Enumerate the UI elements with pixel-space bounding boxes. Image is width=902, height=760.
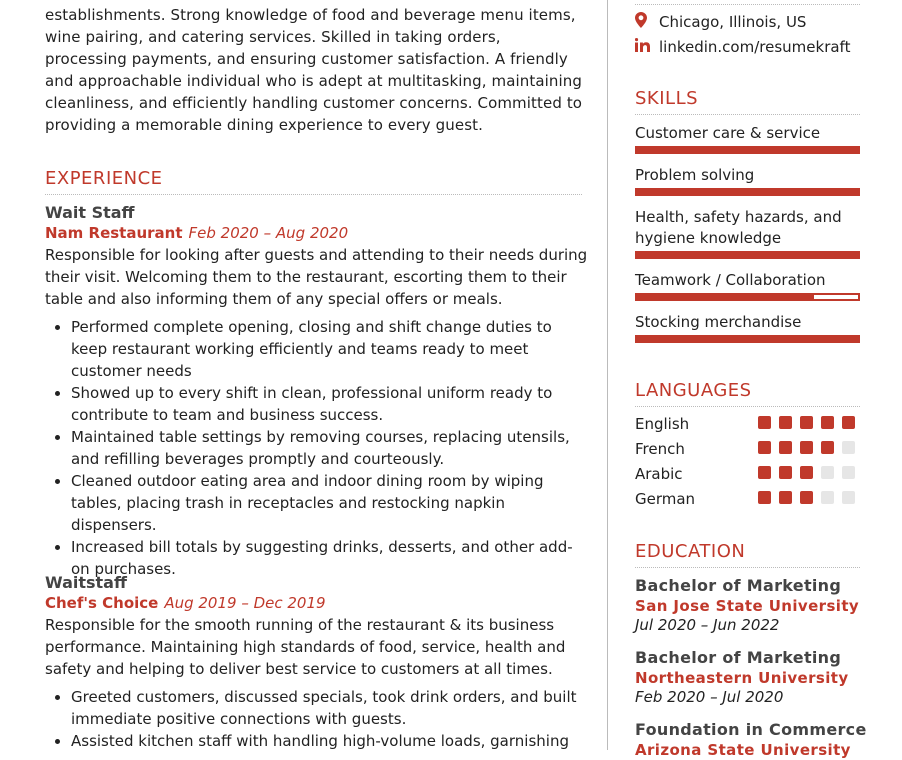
skill-label: Customer care & service bbox=[635, 124, 821, 142]
rating-dot bbox=[779, 491, 792, 504]
job-bullets bbox=[45, 316, 590, 580]
skill-bar bbox=[635, 146, 860, 154]
rating-dot bbox=[800, 491, 813, 504]
rating-dot bbox=[779, 466, 792, 479]
experience-heading: EXPERIENCE bbox=[45, 168, 163, 189]
job-entry bbox=[45, 573, 590, 752]
contact-linkedin[interactable] bbox=[635, 38, 850, 56]
rating-dot bbox=[821, 441, 834, 454]
rating-dot bbox=[842, 441, 855, 454]
education-entry bbox=[635, 648, 875, 707]
skill-bar bbox=[635, 335, 860, 343]
rating-dot bbox=[800, 466, 813, 479]
education-school: San Jose State University bbox=[635, 597, 860, 615]
job-bullet: • Increased bill totals by suggesting drinks, desserts, and other add-on purchases. bbox=[71, 536, 590, 580]
languages-heading: LANGUAGES bbox=[635, 380, 752, 401]
language-rating bbox=[758, 491, 855, 504]
language-rating bbox=[758, 441, 855, 454]
education-entry bbox=[635, 720, 875, 760]
languages-divider bbox=[635, 406, 860, 407]
map-marker-icon bbox=[635, 12, 659, 32]
skill-bar-fill bbox=[637, 295, 814, 299]
rating-dot bbox=[821, 491, 834, 504]
language-name: French bbox=[635, 440, 685, 458]
education-degree: Bachelor of Marketing bbox=[635, 648, 842, 667]
rating-dot bbox=[821, 466, 834, 479]
job-entry bbox=[45, 203, 590, 580]
skill-label: Stocking merchandise bbox=[635, 313, 802, 331]
skill-label: Teamwork / Collaboration bbox=[635, 271, 826, 289]
job-dates: Feb 2020 – Aug 2020 bbox=[188, 224, 349, 242]
rating-dot bbox=[821, 416, 834, 429]
contact-location bbox=[635, 12, 806, 32]
job-subtitle bbox=[45, 593, 590, 613]
column-divider bbox=[607, 0, 608, 750]
education-dates: Jul 2020 – Jun 2022 bbox=[635, 616, 780, 634]
skills-heading: SKILLS bbox=[635, 88, 699, 109]
job-bullet: • Performed complete opening, closing and shift change duties to keep restaurant working efficiently and teams ready to meet customer needs bbox=[71, 316, 590, 382]
job-bullet: • Maintained table settings by removing courses, replacing utensils, and refilling beverages promptly and courteously. bbox=[71, 426, 590, 470]
rating-dot bbox=[779, 416, 792, 429]
skill-bar-fill bbox=[637, 190, 858, 194]
rating-dot bbox=[758, 466, 771, 479]
job-dates: Aug 2019 – Dec 2019 bbox=[164, 594, 326, 612]
skill-bar-fill bbox=[637, 148, 858, 152]
rating-dot bbox=[800, 441, 813, 454]
skill-bar bbox=[635, 251, 860, 259]
job-description: Responsible for the smooth running of the restaurant & its business performance. Maintaining high standards of food, service, health and safety and helping to deliver best service to customers at all times. bbox=[45, 616, 566, 678]
language-rating bbox=[758, 466, 855, 479]
skills-divider bbox=[635, 114, 860, 115]
job-bullet: • Showed up to every shift in clean, professional uniform ready to contribute to team and business success. bbox=[71, 382, 590, 426]
rating-dot bbox=[842, 416, 855, 429]
language-name: German bbox=[635, 490, 696, 508]
education-dates: Feb 2020 – Jul 2020 bbox=[635, 688, 784, 706]
rating-dot bbox=[758, 441, 771, 454]
linkedin-icon bbox=[635, 38, 659, 56]
contact-top-rule bbox=[635, 0, 860, 5]
job-bullet: • Cleaned outdoor eating area and indoor dining room by wiping tables, placing trash in receptacles and restocking napkin dispensers. bbox=[71, 470, 590, 536]
rating-dot bbox=[758, 416, 771, 429]
skill-label: Health, safety hazards, and hygiene knowledge bbox=[635, 208, 842, 247]
education-school: Northeastern University bbox=[635, 669, 849, 687]
job-bullet: • Assisted kitchen staff with handling high-volume loads, garnishing bbox=[71, 730, 590, 752]
job-title: Waitstaff bbox=[45, 573, 127, 592]
experience-divider bbox=[45, 194, 582, 195]
job-bullet: • Greeted customers, discussed specials, took drink orders, and built immediate positive connections with guests. bbox=[71, 686, 590, 730]
job-subtitle bbox=[45, 223, 590, 243]
skill-bar-fill bbox=[637, 337, 858, 341]
job-title: Wait Staff bbox=[45, 203, 135, 222]
job-company: Nam Restaurant bbox=[45, 224, 183, 242]
education-degree: Bachelor of Marketing bbox=[635, 576, 842, 595]
skill-bar-fill bbox=[637, 253, 858, 257]
job-company: Chef's Choice bbox=[45, 594, 159, 612]
language-name: Arabic bbox=[635, 465, 683, 483]
rating-dot bbox=[842, 466, 855, 479]
language-name: English bbox=[635, 415, 690, 433]
contact-location-text: Chicago, Illinois, US bbox=[659, 13, 807, 31]
rating-dot bbox=[779, 441, 792, 454]
job-description: Responsible for looking after guests and attending to their needs during their visit. Welcoming them to the restaurant, escorting them to their table and also informing them of any special offers or meals. bbox=[45, 246, 588, 308]
language-rating bbox=[758, 416, 855, 429]
skill-label: Problem solving bbox=[635, 166, 755, 184]
education-degree: Foundation in Commerce bbox=[635, 720, 867, 739]
rating-dot bbox=[800, 416, 813, 429]
rating-dot bbox=[842, 491, 855, 504]
job-bullets bbox=[45, 686, 590, 752]
summary-text: establishments. Strong knowledge of food and beverage menu items, wine pairing, and catering services. Skilled in taking orders, processing payments, and ensuring customer satisfaction. A friendly and approachable individual who is adept at multitasking, maintaining cleanliness, and efficiently handling customer concerns. Committed to providing a memorable dining experience to every guest. bbox=[45, 6, 583, 134]
rating-dot bbox=[758, 491, 771, 504]
education-school: Arizona State University bbox=[635, 741, 851, 759]
contact-linkedin-text[interactable]: linkedin.com/resumekraft bbox=[659, 38, 851, 56]
education-heading: EDUCATION bbox=[635, 541, 746, 562]
education-entry bbox=[635, 576, 875, 635]
skill-bar bbox=[635, 188, 860, 196]
education-divider bbox=[635, 567, 860, 568]
skill-bar bbox=[635, 293, 860, 301]
